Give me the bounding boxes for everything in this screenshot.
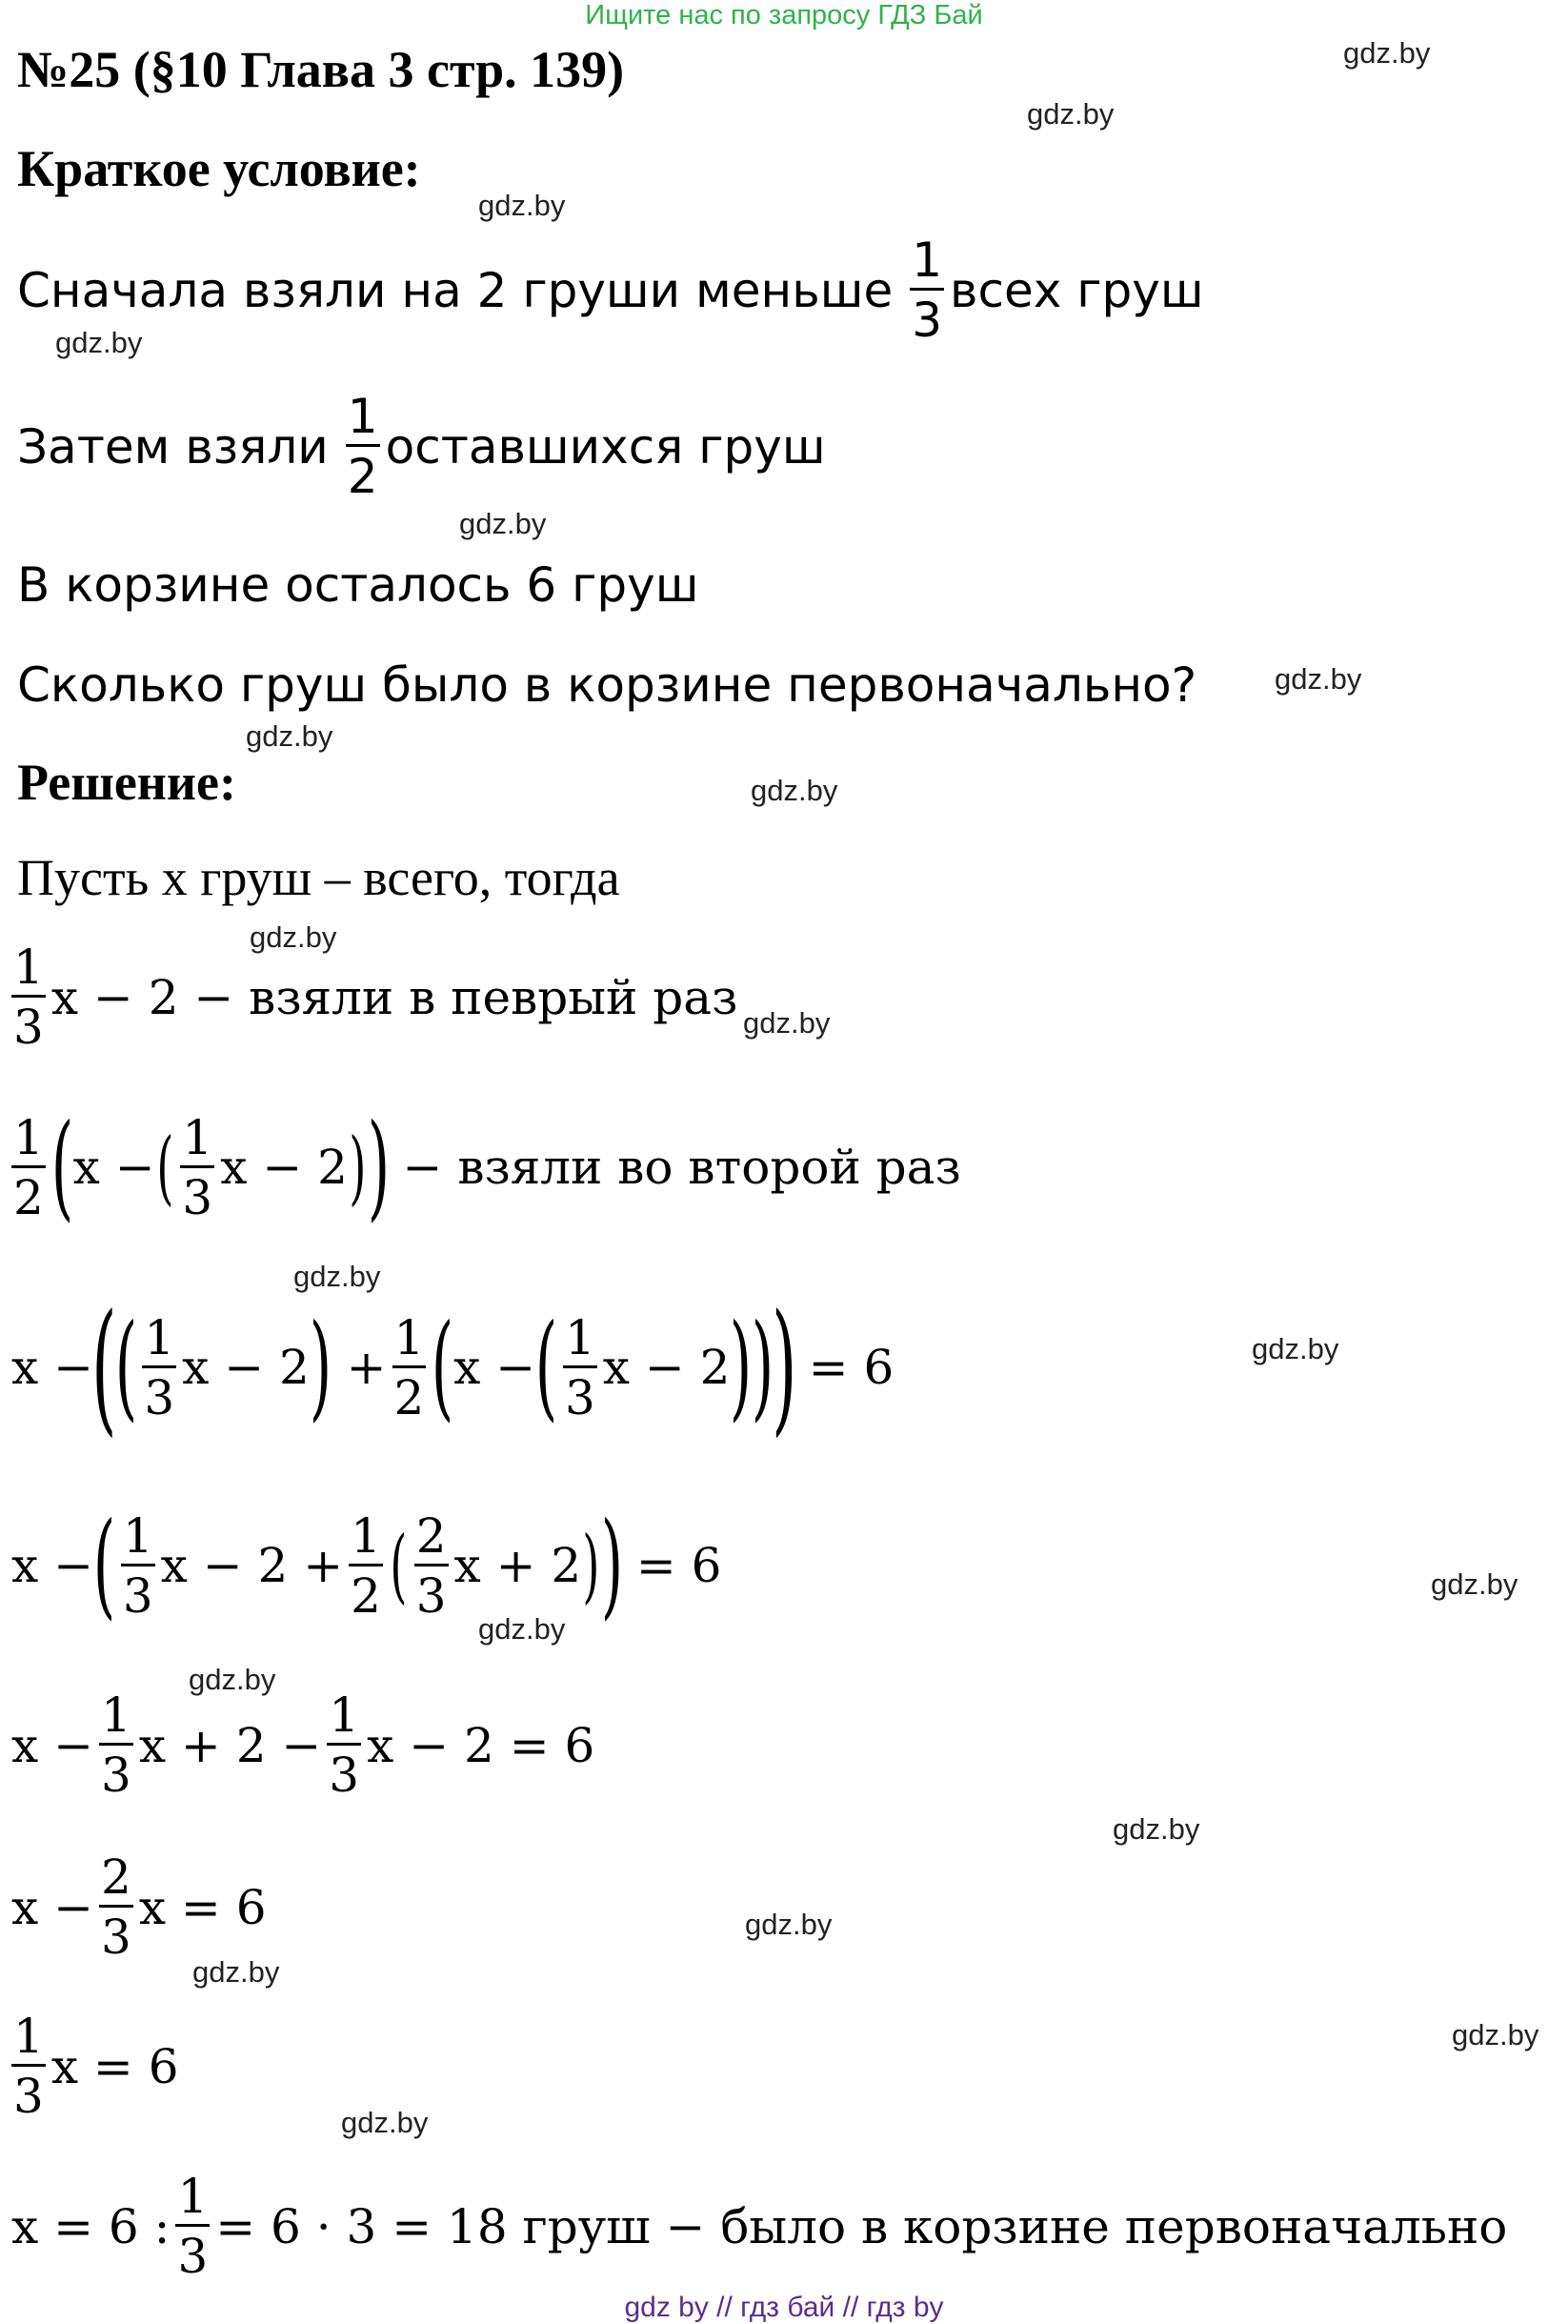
condition-line-2 xyxy=(17,389,826,504)
numerator: 1 xyxy=(912,232,943,288)
equation-1: x − ( ( $\frac{1}{3}$ x − 2 ) + $\frac{1}{2}$ ( x − ( $\frac{1}{3}$ x − 2 ) ) ) = 6 xyxy=(11,1284,895,1450)
fraction: $\frac{1}{3}$ xyxy=(177,2169,209,2284)
condition-heading: Краткое условие: xyxy=(17,140,421,197)
fraction: $\frac{1}{3}$ xyxy=(182,1109,213,1225)
solution-step-1 xyxy=(11,940,738,1055)
solution-intro: Пусть x груш – всего, тогда xyxy=(17,849,620,906)
page-title: №25 (§10 Глава 3 стр. 139) xyxy=(17,41,625,98)
watermark: gdz.by xyxy=(189,1663,276,1696)
fraction: $\frac{1}{2}$ xyxy=(13,1109,44,1225)
equation-5: $\frac{1}{3}$ x = 6 xyxy=(13,2009,179,2124)
fraction: $\frac{1}{2}$ xyxy=(393,1309,425,1425)
final-answer-text: = 6 · 3 = 18 груш − было в корзине первоначально xyxy=(215,2198,1508,2254)
condition-line-1-end: всех груш xyxy=(950,262,1204,318)
condition-line-2-end: оставшихся груш xyxy=(385,418,826,475)
fraction: $\frac{1}{2}$ xyxy=(351,1507,381,1624)
fraction: $\frac{1}{3}$ xyxy=(101,1687,131,1803)
condition-line-1 xyxy=(17,232,1204,348)
watermark: gdz.by xyxy=(293,1260,381,1293)
fraction: $\frac{1}{3}$ xyxy=(122,1507,153,1624)
watermark: gdz.by xyxy=(743,1006,831,1040)
watermark: gdz.by xyxy=(246,719,333,753)
fraction: $\frac{1}{3}$ xyxy=(13,940,44,1055)
final-answer: x = 6 : $\frac{1}{3}$ = 6 · 3 = 18 груш − было в корзине первоначально xyxy=(11,2169,1508,2284)
equation-3: x − $\frac{1}{3}$ x + 2 − $\frac{1}{3}$ x − 2 = 6 xyxy=(11,1687,595,1803)
fraction: $\frac{1}{3}$ xyxy=(13,2009,44,2124)
solution-step-2: $\frac{1}{2}$ ( x − ( $\frac{1}{3}$ x − 2 ) ) − взяли во второй раз xyxy=(13,1101,961,1233)
watermark: gdz.by xyxy=(478,189,566,222)
fraction: $\frac{1}{3}$ xyxy=(144,1309,175,1425)
condition-line-2-text: Затем взяли xyxy=(17,418,329,475)
condition-question: Сколько груш было в корзине первоначально? xyxy=(17,657,1197,713)
watermark: gdz.by xyxy=(250,920,337,954)
numerator: 1 xyxy=(347,389,378,444)
fraction: $\frac{2}{3}$ xyxy=(415,1507,447,1624)
footer-links[interactable]: gdz by // гдз бай // гдз by xyxy=(624,2292,944,2323)
watermark: gdz.by xyxy=(1252,1332,1339,1365)
watermark: gdz.by xyxy=(341,2106,429,2139)
watermark: gdz.by xyxy=(459,507,547,540)
watermark: gdz.by xyxy=(1275,662,1362,696)
watermark: gdz.by xyxy=(751,774,838,807)
watermark: gdz.by xyxy=(55,326,143,359)
watermark: gdz.by xyxy=(1431,1567,1518,1601)
fraction xyxy=(346,389,380,504)
watermark: gdz.by xyxy=(1452,2018,1539,2051)
step-1-text: x − 2 − взяли в певрый раз xyxy=(50,969,738,1025)
fraction: $\frac{2}{3}$ xyxy=(101,1849,131,1965)
watermark: gdz.by xyxy=(1343,36,1431,70)
watermark: gdz.by xyxy=(478,1612,566,1646)
watermark: gdz.by xyxy=(745,1908,833,1941)
equation-2: x − ( $\frac{1}{3}$ x − 2 + $\frac{1}{2}$ ( $\frac{2}{3}$ x + 2 ) ) = 6 xyxy=(11,1499,722,1631)
fraction xyxy=(910,232,944,348)
equation-4: x − $\frac{2}{3}$ x = 6 xyxy=(11,1849,267,1965)
fraction: $\frac{1}{3}$ xyxy=(329,1687,360,1803)
fraction: $\frac{1}{3}$ xyxy=(564,1309,595,1425)
condition-line-1-text: Сначала взяли на 2 груши меньше xyxy=(17,262,894,318)
condition-line-3: В корзине осталось 6 груш xyxy=(17,557,699,613)
solution-heading: Решение: xyxy=(17,754,236,811)
denominator: 2 xyxy=(346,444,380,500)
watermark: gdz.by xyxy=(1027,97,1115,131)
step-2-text: − взяли во второй раз xyxy=(402,1140,961,1195)
denominator: 3 xyxy=(910,288,944,344)
top-banner[interactable]: Ищите нас по запросу ГДЗ Бай xyxy=(585,0,983,30)
watermark: gdz.by xyxy=(1113,1812,1200,1846)
watermark: gdz.by xyxy=(192,1955,280,1989)
